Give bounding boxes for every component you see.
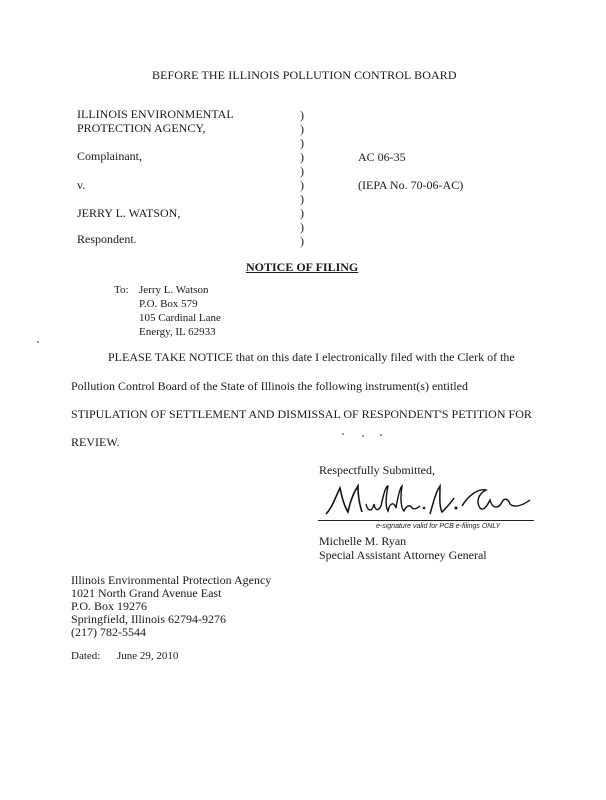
dated-value: June 29, 2010 (117, 650, 179, 662)
dated-label: Dated: (71, 650, 101, 662)
agency-name: Illinois Environmental Protection Agency (71, 573, 272, 587)
complainant-name-line2: PROTECTION AGENCY, (77, 121, 206, 135)
signature-line (318, 520, 534, 521)
to-label: To: (114, 284, 129, 296)
paren: ) (300, 150, 304, 164)
agency-street: 1021 North Grand Avenue East (71, 586, 222, 600)
case-number: AC 06-35 (358, 150, 406, 164)
recipient-city: Energy, IL 62933 (139, 326, 216, 338)
body-line-1: PLEASE TAKE NOTICE that on this date I electronically filed with the Clerk of the (108, 350, 515, 364)
paren: ) (300, 178, 304, 192)
closing-text: Respectfully Submitted, (319, 463, 435, 477)
body-line-4: REVIEW. (71, 435, 120, 449)
esignature-note: e-signature valid for PCB e-filings ONLY (376, 523, 501, 530)
signer-title: Special Assistant Attorney General (319, 548, 487, 562)
handwritten-signature (318, 478, 548, 522)
agency-box: P.O. Box 19276 (71, 599, 148, 613)
paren: ) (300, 136, 304, 150)
agency-phone: (217) 782-5544 (71, 625, 146, 639)
paren: ) (300, 192, 304, 206)
signer-name: Michelle M. Ryan (319, 534, 407, 548)
respondent-label: Respondent. (77, 232, 137, 246)
paren: ) (300, 164, 304, 178)
scan-speck (342, 433, 344, 435)
scan-speck (380, 434, 382, 436)
iepa-number: (IEPA No. 70-06-AC) (358, 178, 464, 192)
paren: ) (300, 234, 304, 248)
scan-speck (37, 341, 39, 343)
paren: ) (300, 206, 304, 220)
versus-label: v. (77, 178, 86, 192)
paren: ) (300, 122, 304, 136)
court-heading: BEFORE THE ILLINOIS POLLUTION CONTROL BOARD (152, 68, 457, 82)
paren: ) (300, 108, 304, 122)
scan-speck (362, 435, 364, 437)
notice-title: NOTICE OF FILING (246, 260, 359, 274)
recipient-box: P.O. Box 579 (139, 298, 198, 310)
paren: ) (300, 220, 304, 234)
body-line-2: Pollution Control Board of the State of Illinois the following instrument(s) entitled (71, 379, 468, 393)
recipient-name: Jerry L. Watson (139, 284, 209, 296)
respondent-name: JERRY L. WATSON, (77, 206, 181, 220)
agency-city: Springfield, Illinois 62794-9276 (71, 612, 226, 626)
recipient-street: 105 Cardinal Lane (139, 312, 221, 324)
complainant-name-line1: ILLINOIS ENVIRONMENTAL (77, 107, 234, 121)
body-line-3: STIPULATION OF SETTLEMENT AND DISMISSAL OF RESPONDENT'S PETITION FOR (71, 407, 532, 421)
complainant-label: Complainant, (77, 149, 142, 163)
